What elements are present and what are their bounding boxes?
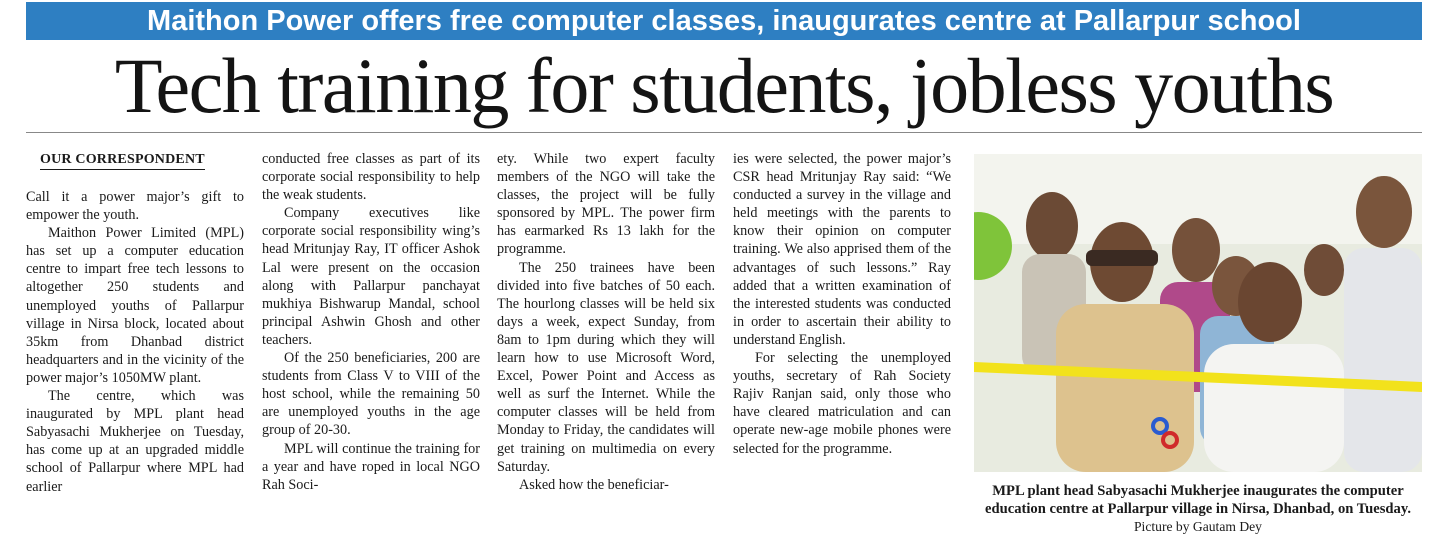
paragraph: Call it a power major’s gift to empower the youth. <box>26 189 244 224</box>
article-column-4 <box>733 150 951 542</box>
paragraph: Company executives like corporate social responsibility wing’s head Mritunjay Ray, IT officer Ashok Lal were present on the occasion along with Pallarpur panchayat mukhiya Bishwarup Mandal, school principal Ashwin Ghosh and other teachers. <box>262 205 480 348</box>
headline-rule <box>26 132 1422 133</box>
paragraph: ety. While two expert faculty members of the NGO will take the classes, the project will be fully sponsored by MPL. The power firm has earmarked Rs 13 lakh for the programme. <box>497 151 715 258</box>
article-column-2 <box>262 150 480 542</box>
article-column-3 <box>497 150 715 542</box>
news-photo <box>974 154 1422 472</box>
inauguration-photo-illustration <box>974 154 1422 472</box>
article-column-1 <box>26 188 244 544</box>
byline: OUR CORRESPONDENT <box>40 152 205 170</box>
paragraph: Of the 250 beneficiaries, 200 are students from Class V to VIII of the host school, while the remaining 50 are unemployed youths in the age group of 20-30. <box>262 350 480 439</box>
paragraph: conducted free classes as part of its corporate social responsibility to help the weak students. <box>262 151 480 204</box>
paragraph: MPL will continue the training for a year and have roped in local NGO Rah Soci- <box>262 440 480 493</box>
caption-text: MPL plant head Sabyasachi Mukherjee inaugurates the computer education centre at Pallarpur village in Nirsa, Dhanbad, on Tuesday. <box>985 483 1411 517</box>
paragraph: ies were selected, the power major’s CSR head Mritunjay Ray said: “We conducted a survey in the village and held meetings with the parents to know their opinion on computer training. We also apprised them of the advantages of such lessons.” Ray added that a written examination of the interested students was conducted in order to ascertain their ability to understand English. <box>733 151 951 348</box>
kicker-banner: Maithon Power offers free computer classes, inaugurates centre at Pallarpur school <box>26 2 1422 40</box>
headline: Tech training for students, jobless youths <box>114 42 1334 129</box>
photo-credit: Picture by Gautam Dey <box>1134 519 1262 534</box>
paragraph: For selecting the unemployed youths, secretary of Rah Society Rajiv Ranjan said, only those who have cleared matriculation and can operate new-age mobile phones were selected for the programme. <box>733 350 951 457</box>
paragraph: The centre, which was inaugurated by MPL plant head Sabyasachi Mukherjee on Tuesday, has come up at an upgraded middle school of Pallarpur where MPL had earlier <box>26 388 244 495</box>
paragraph: The 250 trainees have been divided into five batches of 50 each. The hourlong classes will be held six days a week, expect Sunday, from 8am to 1pm during which they will learn how to use Microsoft Word, Excel, Power Point and Access as well as surf the Internet. While the computer classes will be held from Monday to Friday, the candidates will get training on multimedia on every Saturday. <box>497 259 715 475</box>
paragraph: Maithon Power Limited (MPL) has set up a computer education centre to impart free tech lessons to altogether 250 students and unemployed youths of Pallarpur village in Nirsa block, located about 35km from Dhanbad district headquarters and in the vicinity of the power major’s 1050MW plant. <box>26 225 244 386</box>
photo-caption <box>974 482 1422 536</box>
paragraph: Asked how the beneficiar- <box>519 476 669 493</box>
